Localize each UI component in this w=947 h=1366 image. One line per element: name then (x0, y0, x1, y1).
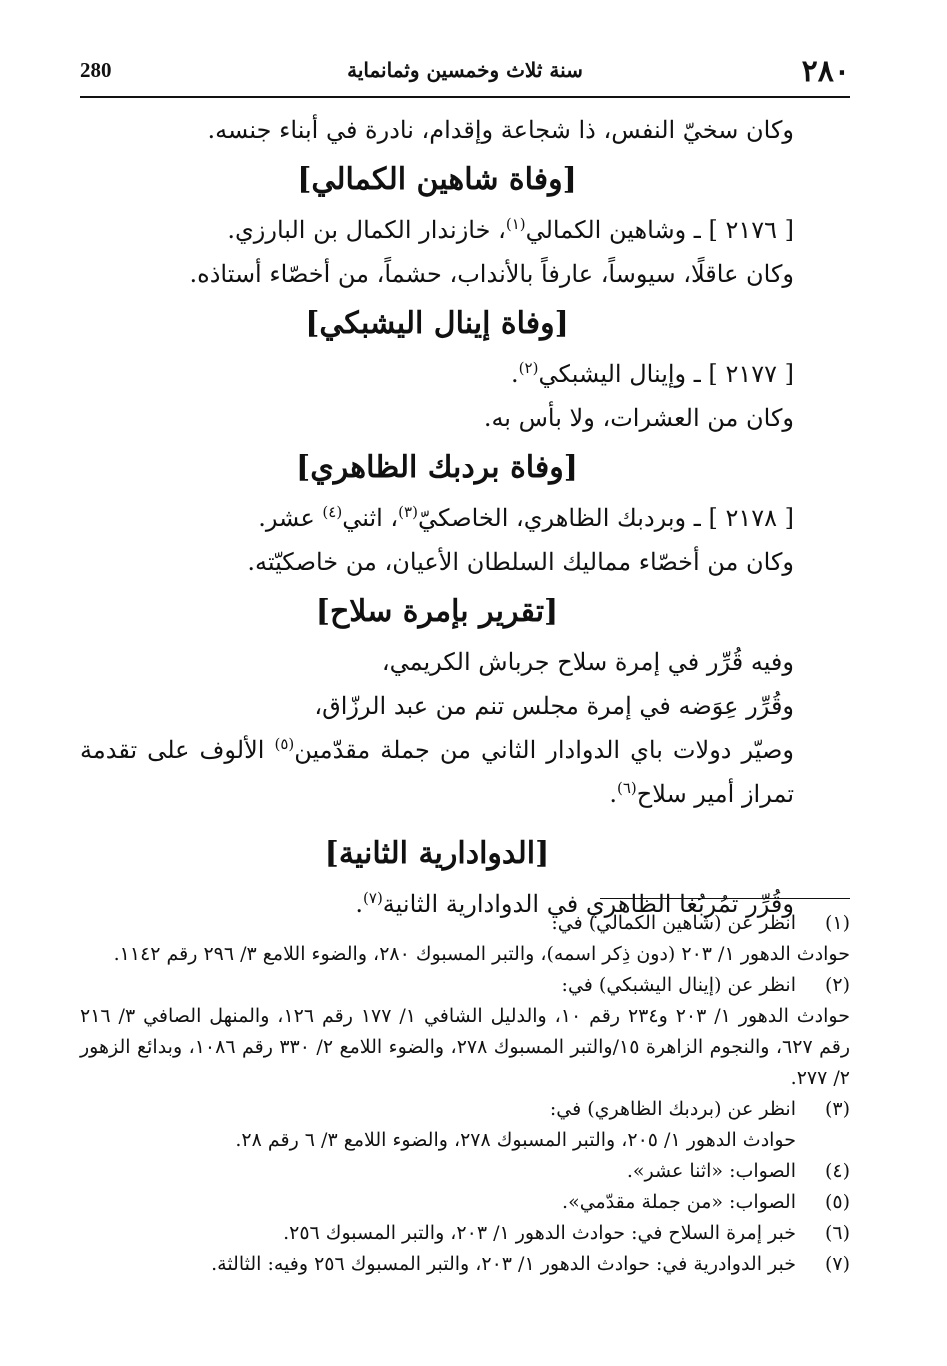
footnote (80, 1156, 850, 1187)
footnote-line: انظر عن (إينال اليشبكي) في: (561, 974, 796, 996)
paragraph: وكان من العشرات، ولا بأس به. (483, 404, 794, 432)
footnote-number: (٧) (824, 1253, 850, 1275)
footnote (80, 1218, 850, 1249)
paragraph: وكان عاقلًا، سيوساً، عارفاً بالأنداب، حشماً، من أخصّاء أستاذه. (189, 260, 794, 288)
footnote-number: (٣) (824, 1098, 850, 1120)
footnote (80, 1094, 850, 1156)
footnote-number: (٥) (824, 1191, 850, 1213)
paragraph: وفيه قُرِّر في إمرة سلاح جرباش الكريمي، (381, 648, 794, 676)
footnote-ref: (٥) (274, 735, 295, 753)
footnote-line: خبر الدوادرية في: حوادث الدهور ١/ ٢٠٣، والتبر المسبوك ٢٥٦ وفيه: الثالثة. (211, 1253, 796, 1275)
section-heading: [تقرير بإمرة سلاح] (315, 594, 559, 629)
footnote-line: الصواب: «اثنا عشر». (626, 1160, 796, 1182)
paragraph: وكان سخيّ النفس، ذا شجاعة وإقدام، نادرة في أبناء جنسه. (207, 116, 794, 144)
footnote-number: (٢) (824, 974, 850, 996)
entry-paragraph: [ ٢١٧٨ ] ـ وبردبك الظاهري، الخاصكيّ$^{(٣)}$، اثني$^{(٤)}$ عشر. (258, 503, 794, 532)
entry-paragraph: [ ٢١٧٦ ] ـ وشاهين الكمالي$^{(١)}$، خازندار الكمال بن البارزي. (227, 215, 794, 244)
footnote-ref: (٣) (398, 503, 418, 521)
running-title: سنة ثلاث وخمسين وثمانماية (347, 58, 583, 82)
paragraph: وصيّر دولات باي الدوادار الثاني من جملة مقدّمين$^{(٥)}$ الألوف على تقدمة تمراز أمير سلاح$^{(٦)}$. (80, 735, 794, 808)
paragraph: وكان من أخصّاء مماليك السلطان الأعيان، من خاصكيّته. (247, 548, 794, 576)
footnote-line: انظر عن (شاهين الكمالي) في: (551, 912, 796, 934)
footnote-number: (١) (824, 912, 850, 934)
section-heading: [وفاة إينال اليشبكي] (305, 306, 569, 341)
footnote-line: حوادث الدهور ١/ ٢٠٣ (دون ذِكر اسمه)، والتبر المسبوك ٢٨٠، والضوء اللامع ٣/ ٢٩٦ رقم ١١٤٢. (113, 943, 850, 965)
footnote-line: حوادث الدهور ١/ ٢٠٣ و٢٣٤ رقم ١٠، والدليل الشافي ١/ ١٧٧ رقم ١٢٦، والمنهل الصافي ٣/ ٢١٦ رقم ٦٢٧، والنجوم الزاهرة ١٥/والتبر المسبوك ٢٧٨، والضوء اللامع ٢/ ٣٣٠ رقم ١٠٨٦، وبدائع الزهور ٢/ ٢٧٧. (80, 1005, 851, 1089)
footnote-number: (٦) (824, 1222, 850, 1244)
page-header (80, 52, 850, 98)
footnote-line: الصواب: «من جملة مقدّمي». (562, 1191, 796, 1213)
footnote (80, 970, 850, 1094)
footnote-ref: (٧) (363, 889, 383, 907)
footnote-ref: (٦) (616, 779, 637, 797)
footnote-ref: (٢) (518, 359, 539, 377)
footnotes (80, 908, 850, 1280)
section-heading: [الدوادارية الثانية] (324, 836, 550, 871)
footnote-ref: (٤) (322, 503, 343, 521)
footnote (80, 908, 850, 970)
footnote (80, 1187, 850, 1218)
paragraph: وقُرِّر تمُربُغا الظاهري في الدوادارية الثانية$^{(٧)}$. (355, 889, 794, 918)
footnote-line: انظر عن (بردبك الظاهري) في: (549, 1098, 796, 1120)
page-number-latin: 280 (80, 58, 112, 82)
section-heading: [وفاة شاهين الكمالي] (297, 162, 577, 197)
footnote (80, 1249, 850, 1280)
paragraph: وقُرِّر عِوَضه في إمرة مجلس تنم من عبد الرزّاق، (314, 692, 794, 720)
entry-paragraph: [ ٢١٧٧ ] ـ وإينال اليشبكي$^{(٢)}$. (511, 359, 794, 388)
section-heading: [وفاة بردبك الظاهري] (296, 450, 578, 485)
footnote-number: (٤) (824, 1160, 850, 1182)
page-number-arabic: ٢٨٠ (801, 54, 850, 89)
footnote-separator (600, 898, 850, 899)
footnote-line: خبر إمرة السلاح في: حوادث الدهور ١/ ٢٠٣، والتبر المسبوك ٢٥٦. (283, 1222, 796, 1244)
footnote-ref: (١) (505, 215, 526, 233)
footnote-line: حوادث الدهور ١/ ٢٠٥، والتبر المسبوك ٢٧٨، والضوء اللامع ٣/ ٦ رقم ٢٨. (235, 1129, 796, 1151)
main-text (80, 108, 794, 926)
